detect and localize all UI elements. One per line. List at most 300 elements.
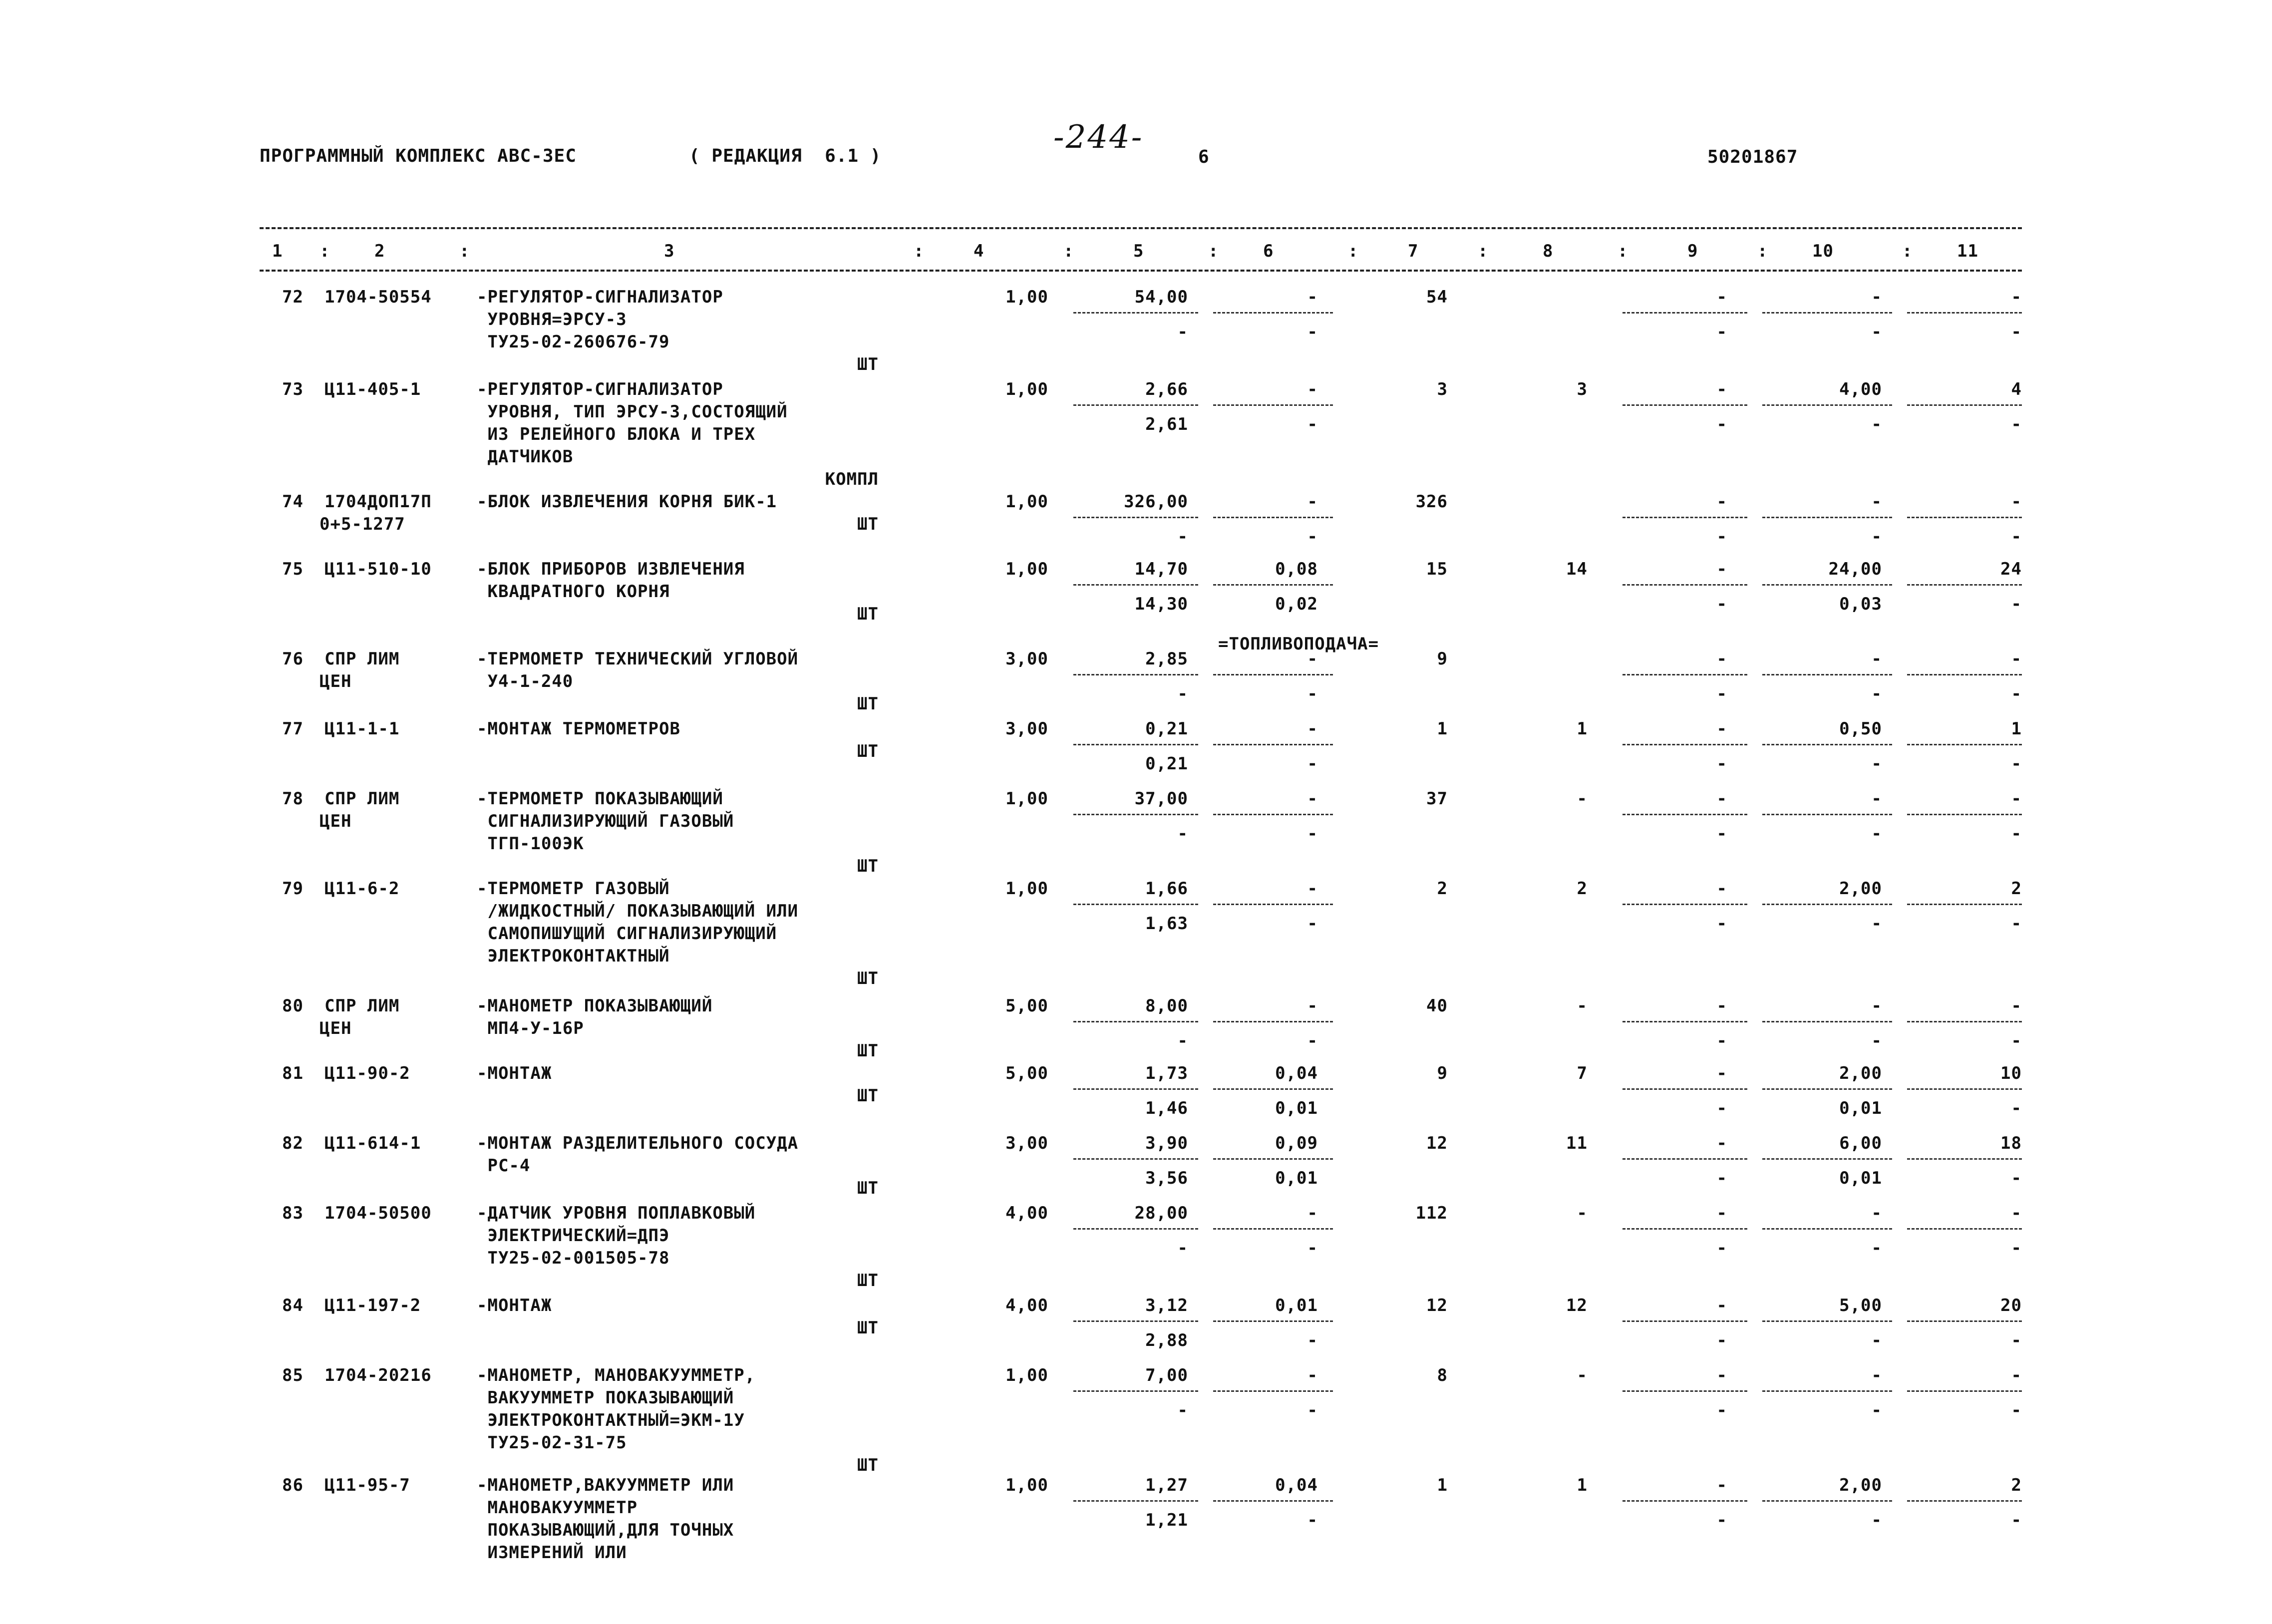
machine-wages-total: - [1716, 754, 1727, 774]
item-description-line: -ДАТЧИК УРОВНЯ ПОПЛАВКОВЫЙ [477, 1203, 756, 1223]
unit-cost-machine-wages: - [1307, 527, 1318, 547]
value-divider [1907, 744, 2022, 745]
labour-unit: - [1871, 287, 1882, 307]
column-header-6: 6 [1263, 241, 1274, 261]
value-divider [1762, 517, 1892, 518]
value-divider [1623, 674, 1747, 675]
value-divider [1073, 904, 1198, 905]
wages-total: 7 [1577, 1063, 1588, 1083]
item-description-line: ТУ25-02-260676-79 [477, 332, 670, 352]
item-code: Ц11-6-2 [325, 879, 400, 899]
row-number: 85 [282, 1365, 304, 1385]
quantity: 3,00 [1005, 649, 1048, 669]
unit-cost-total: 1,66 [1145, 879, 1188, 899]
total-cost: 15 [1426, 559, 1448, 579]
value-divider [1762, 1228, 1892, 1230]
wages-total: 3 [1577, 379, 1588, 399]
unit-cost-total: 2,66 [1145, 379, 1188, 399]
unit-cost-machine-wages: - [1307, 754, 1318, 774]
machine-labour-unit: - [1871, 1510, 1882, 1530]
value-divider [1762, 1390, 1892, 1392]
value-divider [1907, 1390, 2022, 1392]
value-divider [1623, 1390, 1747, 1392]
machine-labour-total: - [2011, 754, 2022, 774]
machine-wages-total: - [1716, 1168, 1727, 1188]
value-divider [1907, 1320, 2022, 1322]
unit-cost-machine-wages: - [1307, 684, 1318, 704]
item-description-line: МП4-У-16Р [477, 1018, 584, 1038]
row-number: 80 [282, 996, 304, 1016]
item-code: 1704ДОП17П [325, 492, 432, 512]
value-divider [1907, 1500, 2022, 1502]
machine-labour-unit: - [1871, 1031, 1882, 1051]
labour-unit: - [1871, 1203, 1882, 1223]
value-divider [1623, 312, 1747, 314]
unit-cost-total: 14,70 [1134, 559, 1188, 579]
wages-total: 1 [1577, 719, 1588, 739]
item-description-line: -РЕГУЛЯТОР-СИГНАЛИЗАТОР [477, 287, 723, 307]
row-number: 76 [282, 649, 304, 669]
value-divider [1073, 1088, 1198, 1090]
unit-cost-machines: - [1307, 1365, 1318, 1385]
value-divider [1073, 584, 1198, 586]
machine-wages-total: - [1716, 1510, 1727, 1530]
labour-unit: 24,00 [1828, 559, 1882, 579]
unit-cost-total: 3,90 [1145, 1133, 1188, 1153]
item-description-line: ЭЛЕКТРОКОНТАКТНЫЙ=ЭКМ-1У [477, 1410, 745, 1430]
unit-of-measure: ШТ [857, 1041, 879, 1061]
labour-unit: - [1871, 789, 1882, 809]
item-description-line: -БЛОК ПРИБОРОВ ИЗВЛЕЧЕНИЯ [477, 559, 745, 579]
row-number: 82 [282, 1133, 304, 1153]
value-divider [1213, 1158, 1333, 1160]
value-divider [1073, 404, 1198, 406]
item-description-line: ВАКУУММЕТР ПОКАЗЫВАЮЩИЙ [477, 1388, 734, 1408]
labour-unit: 5,00 [1839, 1296, 1882, 1315]
quantity: 3,00 [1005, 1133, 1048, 1153]
labour-unit: - [1871, 492, 1882, 512]
unit-of-measure: ШТ [857, 1318, 879, 1338]
row-number: 83 [282, 1203, 304, 1223]
item-code: СПР ЛИМ [325, 996, 400, 1016]
quantity: 3,00 [1005, 719, 1048, 739]
row-number: 75 [282, 559, 304, 579]
column-separator: : [320, 241, 330, 261]
unit-cost-machine-wages: - [1307, 1330, 1318, 1350]
value-divider [1623, 1320, 1747, 1322]
machine-labour-total: - [2011, 824, 2022, 844]
labour-unit: - [1871, 649, 1882, 669]
labour-total: - [2011, 1203, 2022, 1223]
unit-cost-machine-wages: - [1307, 1400, 1318, 1420]
unit-cost-machine-wages: - [1307, 914, 1318, 934]
labour-total: 20 [2000, 1296, 2022, 1315]
value-divider [1623, 584, 1747, 586]
value-divider [1623, 1088, 1747, 1090]
quantity: 1,00 [1005, 559, 1048, 579]
value-divider [1213, 904, 1333, 905]
quantity: 5,00 [1005, 1063, 1048, 1083]
table-header-rule [260, 270, 2022, 272]
value-divider [1073, 1390, 1198, 1392]
unit-cost-wages: - [1177, 1238, 1188, 1258]
unit-cost-total: 3,12 [1145, 1296, 1188, 1315]
value-divider [1213, 1228, 1333, 1230]
item-code-continuation: 0+5-1277 [320, 514, 405, 534]
value-divider [1073, 1500, 1198, 1502]
value-divider [1213, 1390, 1333, 1392]
value-divider [1073, 1021, 1198, 1022]
total-cost: 54 [1426, 287, 1448, 307]
labour-total: 1 [2011, 719, 2022, 739]
machine-total: - [1716, 1133, 1727, 1153]
unit-cost-total: 8,00 [1145, 996, 1188, 1016]
value-divider [1907, 1158, 2022, 1160]
machine-total: - [1716, 879, 1727, 899]
machine-labour-unit: - [1871, 1400, 1882, 1420]
machine-labour-total: - [2011, 1330, 2022, 1350]
labour-total: - [2011, 649, 2022, 669]
machine-labour-total: - [2011, 414, 2022, 434]
column-header-4: 4 [974, 241, 984, 261]
labour-unit: 0,50 [1839, 719, 1882, 739]
labour-unit: 2,00 [1839, 1475, 1882, 1495]
item-description-line: САМОПИШУЩИЙ СИГНАЛИЗИРУЮЩИЙ [477, 924, 777, 944]
value-divider [1623, 1158, 1747, 1160]
value-divider [1762, 1088, 1892, 1090]
unit-of-measure: ШТ [857, 856, 879, 876]
value-divider [1907, 517, 2022, 518]
machine-labour-total: - [2011, 1031, 2022, 1051]
value-divider [1907, 674, 2022, 675]
item-description-line: УРОВНЯ, ТИП ЭРСУ-3,СОСТОЯЩИЙ [477, 402, 788, 422]
column-header-1: 1 [272, 241, 283, 261]
item-description-line: РС-4 [477, 1156, 531, 1176]
item-description-line: -РЕГУЛЯТОР-СИГНАЛИЗАТОР [477, 379, 723, 399]
item-code: 1704-20216 [325, 1365, 432, 1385]
machine-labour-unit: 0,01 [1839, 1098, 1882, 1118]
machine-labour-total: - [2011, 1238, 2022, 1258]
machine-total: - [1716, 379, 1727, 399]
unit-cost-machine-wages: - [1307, 824, 1318, 844]
machine-total: - [1716, 287, 1727, 307]
unit-cost-machines: - [1307, 1203, 1318, 1223]
row-number: 81 [282, 1063, 304, 1083]
total-cost: 326 [1415, 492, 1448, 512]
column-header-5: 5 [1133, 241, 1144, 261]
labour-unit: 2,00 [1839, 879, 1882, 899]
value-divider [1213, 744, 1333, 745]
total-cost: 40 [1426, 996, 1448, 1016]
total-cost: 2 [1437, 879, 1448, 899]
item-code: СПР ЛИМ [325, 649, 400, 669]
document-code: 50201867 [1707, 147, 1798, 167]
machine-total: - [1716, 1203, 1727, 1223]
item-description-line: У4-1-240 [477, 671, 574, 691]
quantity: 1,00 [1005, 879, 1048, 899]
value-divider [1213, 1021, 1333, 1022]
unit-cost-wages: - [1177, 824, 1188, 844]
machine-labour-unit: - [1871, 1238, 1882, 1258]
wages-total: - [1577, 1365, 1588, 1385]
column-header-8: 8 [1543, 241, 1554, 261]
machine-total: - [1716, 492, 1727, 512]
unit-cost-machines: 0,09 [1275, 1133, 1318, 1153]
total-cost: 8 [1437, 1365, 1448, 1385]
wages-total: 14 [1566, 559, 1588, 579]
unit-cost-machines: - [1307, 287, 1318, 307]
unit-cost-machines: - [1307, 649, 1318, 669]
item-description-line: ЭЛЕКТРОКОНТАКТНЫЙ [477, 946, 670, 966]
item-description-line: ТГП-100ЭК [477, 834, 584, 854]
machine-labour-total: - [2011, 1168, 2022, 1188]
value-divider [1213, 404, 1333, 406]
machine-labour-unit: - [1871, 684, 1882, 704]
total-cost: 3 [1437, 379, 1448, 399]
quantity: 5,00 [1005, 996, 1048, 1016]
machine-total: - [1716, 996, 1727, 1016]
labour-unit: 6,00 [1839, 1133, 1882, 1153]
value-divider [1907, 1021, 2022, 1022]
item-description-line: КВАДРАТНОГО КОРНЯ [477, 582, 670, 602]
value-divider [1762, 312, 1892, 314]
item-code: 1704-50554 [325, 287, 432, 307]
unit-cost-wages: 2,61 [1145, 414, 1188, 434]
item-code: СПР ЛИМ [325, 789, 400, 809]
item-description-line: ИЗМЕРЕНИЙ ИЛИ [477, 1543, 627, 1563]
unit-cost-total: 1,73 [1145, 1063, 1188, 1083]
machine-wages-total: - [1716, 527, 1727, 547]
labour-unit: 4,00 [1839, 379, 1882, 399]
item-code: Ц11-1-1 [325, 719, 400, 739]
machine-labour-total: - [2011, 684, 2022, 704]
column-separator: : [1063, 241, 1074, 261]
column-header-3: 3 [664, 241, 675, 261]
value-divider [1073, 814, 1198, 815]
machine-wages-total: - [1716, 824, 1727, 844]
machine-labour-unit: - [1871, 1330, 1882, 1350]
value-divider [1073, 1228, 1198, 1230]
page-number: -244- [1053, 119, 1144, 156]
value-divider [1907, 814, 2022, 815]
machine-wages-total: - [1716, 322, 1727, 342]
machine-wages-total: - [1716, 414, 1727, 434]
column-header-10: 10 [1812, 241, 1834, 261]
machine-total: - [1716, 559, 1727, 579]
unit-cost-machine-wages: - [1307, 1238, 1318, 1258]
unit-cost-machine-wages: - [1307, 1510, 1318, 1530]
item-description-line: -МОНТАЖ РАЗДЕЛИТЕЛЬНОГО СОСУДА [477, 1133, 799, 1153]
unit-cost-machines: 0,08 [1275, 559, 1318, 579]
unit-cost-machines: 0,04 [1275, 1063, 1318, 1083]
value-divider [1762, 814, 1892, 815]
quantity: 1,00 [1005, 789, 1048, 809]
column-separator: : [1618, 241, 1628, 261]
labour-total: - [2011, 996, 2022, 1016]
machine-labour-unit: 0,01 [1839, 1168, 1882, 1188]
quantity: 1,00 [1005, 492, 1048, 512]
item-code-continuation: ЦЕН [320, 811, 352, 831]
unit-cost-total: 37,00 [1134, 789, 1188, 809]
item-description-line: -ТЕРМОМЕТР ГАЗОВЫЙ [477, 879, 670, 899]
unit-cost-wages: - [1177, 527, 1188, 547]
row-number: 79 [282, 879, 304, 899]
table-top-rule [260, 227, 2022, 229]
machine-labour-total: - [2011, 1098, 2022, 1118]
labour-total: 2 [2011, 879, 2022, 899]
value-divider [1213, 1500, 1333, 1502]
item-code: Ц11-614-1 [325, 1133, 421, 1153]
total-cost: 9 [1437, 1063, 1448, 1083]
machine-wages-total: - [1716, 1031, 1727, 1051]
program-title: ПРОГРАММНЫЙ КОМПЛЕКС АВС-3ЕС [260, 146, 577, 166]
value-divider [1623, 904, 1747, 905]
unit-cost-wages: 1,46 [1145, 1098, 1188, 1118]
item-description-line: ЭЛЕКТРИЧЕСКИЙ=ДПЭ [477, 1226, 670, 1246]
machine-labour-total: - [2011, 1510, 2022, 1530]
unit-of-measure: ШТ [857, 1178, 879, 1198]
machine-total: - [1716, 789, 1727, 809]
unit-of-measure: ШТ [857, 741, 879, 761]
unit-cost-machine-wages: 0,01 [1275, 1098, 1318, 1118]
machine-wages-total: - [1716, 1330, 1727, 1350]
row-number: 86 [282, 1475, 304, 1495]
item-code: Ц11-95-7 [325, 1475, 410, 1495]
unit-of-measure: ШТ [857, 604, 879, 624]
labour-total: - [2011, 287, 2022, 307]
item-description-line: СИГНАЛИЗИРУЮЩИЙ ГАЗОВЫЙ [477, 811, 734, 831]
row-number: 77 [282, 719, 304, 739]
row-number: 84 [282, 1296, 304, 1315]
labour-total: - [2011, 1365, 2022, 1385]
item-code-continuation: ЦЕН [320, 1018, 352, 1038]
item-description-line: -МОНТАЖ [477, 1063, 552, 1083]
value-divider [1213, 312, 1333, 314]
value-divider [1907, 1228, 2022, 1230]
machine-wages-total: - [1716, 1238, 1727, 1258]
item-description-line: -ТЕРМОМЕТР ПОКАЗЫВАЮЩИЙ [477, 789, 723, 809]
value-divider [1073, 674, 1198, 675]
unit-cost-wages: 3,56 [1145, 1168, 1188, 1188]
unit-cost-wages: - [1177, 684, 1188, 704]
quantity: 4,00 [1005, 1296, 1048, 1315]
quantity: 1,00 [1005, 287, 1048, 307]
labour-total: 18 [2000, 1133, 2022, 1153]
column-separator: : [1208, 241, 1219, 261]
labour-total: 10 [2000, 1063, 2022, 1083]
wages-total: - [1577, 1203, 1588, 1223]
value-divider [1762, 404, 1892, 406]
unit-cost-machines: 0,04 [1275, 1475, 1318, 1495]
machine-labour-unit: - [1871, 914, 1882, 934]
machine-labour-total: - [2011, 594, 2022, 614]
machine-labour-unit: 0,03 [1839, 594, 1882, 614]
value-divider [1762, 1021, 1892, 1022]
item-code: Ц11-405-1 [325, 379, 421, 399]
item-description-line: ДАТЧИКОВ [477, 447, 574, 467]
value-divider [1907, 1088, 2022, 1090]
machine-labour-total: - [2011, 322, 2022, 342]
value-divider [1907, 904, 2022, 905]
total-cost: 1 [1437, 719, 1448, 739]
labour-unit: - [1871, 996, 1882, 1016]
value-divider [1762, 1320, 1892, 1322]
value-divider [1762, 1500, 1892, 1502]
labour-total: - [2011, 789, 2022, 809]
labour-unit: - [1871, 1365, 1882, 1385]
unit-cost-total: 326,00 [1124, 492, 1188, 512]
machine-total: - [1716, 649, 1727, 669]
labour-unit: 2,00 [1839, 1063, 1882, 1083]
unit-of-measure: ШТ [857, 1455, 879, 1475]
unit-of-measure: ШТ [857, 694, 879, 714]
edition-label: ( РЕДАКЦИЯ 6.1 ) [689, 146, 882, 166]
unit-cost-total: 1,27 [1145, 1475, 1188, 1495]
unit-cost-wages: 1,63 [1145, 914, 1188, 934]
machine-labour-total: - [2011, 914, 2022, 934]
item-code: Ц11-510-10 [325, 559, 432, 579]
item-description-line: ПОКАЗЫВАЮЩИЙ,ДЛЯ ТОЧНЫХ [477, 1520, 734, 1540]
column-separator: : [1348, 241, 1359, 261]
unit-cost-wages: 2,88 [1145, 1330, 1188, 1350]
value-divider [1907, 584, 2022, 586]
machine-wages-total: - [1716, 684, 1727, 704]
wages-total: 12 [1566, 1296, 1588, 1315]
unit-cost-wages: 1,21 [1145, 1510, 1188, 1530]
unit-cost-total: 2,85 [1145, 649, 1188, 669]
wages-total: 2 [1577, 879, 1588, 899]
row-number: 74 [282, 492, 304, 512]
item-description-line: -ТЕРМОМЕТР ТЕХНИЧЕСКИЙ УГЛОВОЙ [477, 649, 799, 669]
item-code: 1704-50500 [325, 1203, 432, 1223]
total-cost: 37 [1426, 789, 1448, 809]
value-divider [1762, 674, 1892, 675]
machine-total: - [1716, 1296, 1727, 1315]
machine-total: - [1716, 719, 1727, 739]
column-separator: : [1902, 241, 1913, 261]
unit-cost-machines: 0,01 [1275, 1296, 1318, 1315]
value-divider [1073, 1158, 1198, 1160]
machine-wages-total: - [1716, 1098, 1727, 1118]
unit-cost-wages: - [1177, 1031, 1188, 1051]
total-cost: 1 [1437, 1475, 1448, 1495]
value-divider [1623, 517, 1747, 518]
total-cost: 12 [1426, 1296, 1448, 1315]
value-divider [1762, 1158, 1892, 1160]
machine-labour-unit: - [1871, 414, 1882, 434]
item-code-continuation: ЦЕН [320, 671, 352, 691]
unit-cost-machines: - [1307, 879, 1318, 899]
machine-labour-total: - [2011, 1400, 2022, 1420]
unit-of-measure: ШТ [857, 1086, 879, 1106]
machine-labour-unit: - [1871, 527, 1882, 547]
item-description-line: ТУ25-02-001505-78 [477, 1248, 670, 1268]
value-divider [1213, 1088, 1333, 1090]
column-header-9: 9 [1687, 241, 1698, 261]
total-cost: 9 [1437, 649, 1448, 669]
unit-cost-wages: - [1177, 322, 1188, 342]
value-divider [1623, 1228, 1747, 1230]
unit-of-measure: ШТ [857, 514, 879, 534]
quantity: 1,00 [1005, 379, 1048, 399]
wages-total: 11 [1566, 1133, 1588, 1153]
section-note: =ТОПЛИВОПОДАЧА= [1218, 634, 1379, 654]
value-divider [1213, 674, 1333, 675]
value-divider [1623, 1021, 1747, 1022]
item-description-line: -МАНОМЕТР ПОКАЗЫВАЮЩИЙ [477, 996, 713, 1016]
unit-cost-wages: - [1177, 1400, 1188, 1420]
machine-total: - [1716, 1475, 1727, 1495]
